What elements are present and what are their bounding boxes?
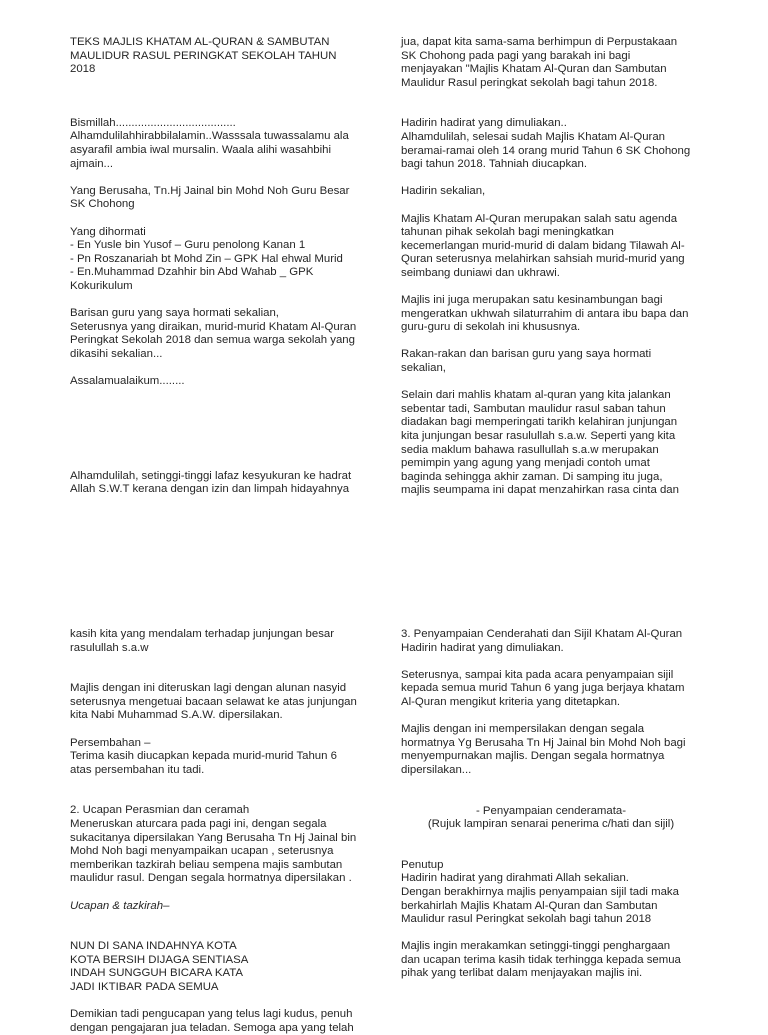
document-title: TEKS MAJLIS KHATAM AL-QURAN & SAMBUTAN MAULIDUR RASUL PERINGKAT SEKOLAH TAHUN 2018 — [70, 36, 337, 76]
page2-right-para-3: Majlis dengan ini mempersilakan dengan segala hormatnya Yg Berusaha Tn Hj Jainal bin Mohd Noh bagi menyempurnakan majlis. Dengan segala hormatnya dipersilakan... — [401, 723, 686, 776]
page2-left-column — [70, 628, 370, 1035]
cenderamata-note: - Penyampaian cenderamata- (Rujuk lampiran senarai penerima c/hati dan sijil) — [427, 804, 675, 831]
ucapan-tazkirah-label: Ucapan & tazkirah– — [70, 899, 170, 912]
document-page-1 — [0, 0, 768, 512]
page1-right-para-1: jua, dapat kita sama-sama berhimpun di Perpustakaan SK Chohong pada pagi yang barakah ini bagi menjayakan "Majlis Khatam Al-Quran dan Sambutan Maulidur Rasul peringkat sekolah bagi tahun 2018. — [401, 36, 678, 89]
page2-left-para-2: Majlis dengan ini diteruskan lagi dengan alunan nasyid seterusnya mengetuai bacaan selawat ke atas junjungan kita Nabi Muhammad S.A.W. dipersilakan. — [70, 682, 357, 722]
section-3-heading: 3. Penyampaian Cenderahati dan Sijil Khatam Al-Quran Hadirin hadirat yang dimuliakan. — [401, 628, 683, 654]
barisan-guru-paragraph: Barisan guru yang saya hormati sekalian, Seterusnya yang diraikan, murid-murid Khatam Al-Quran Peringkat Sekolah 2018 dan semua warga sekolah yang dikasihi sekalian... — [70, 307, 357, 360]
page2-left-para-7: Demikian tadi pengucapan yang telus lagi kudus, penuh dengan pengajaran jua teladan. Semoga apa yang telah — [70, 1008, 354, 1034]
alhamdulilah-paragraph: Alhamdulilah, setinggi-tinggi lafaz kesyukuran ke hadrat Allah S.W.T kerana dengan izin dan limpah hidayahnya — [70, 469, 352, 496]
page1-right-para-7: Selain dari mahlis khatam al-quran yang kita jalankan sebentar tadi, Sambutan maulidur rasul saban tahun diadakan bagi memperingati tarikh kelahiran junjungan kita junjungan besar rasulullah s.a.w. Seperti yang kita sedia maklum bahawa rasullullah s.a.w merupakan pemimpin yang agung yang menjadi contoh umat baginda sehingga akhir zaman. Di samping itu juga, majlis seumpama ini dapat menzahirkan rasa cinta dan — [401, 389, 679, 497]
page1-right-para-3: Hadirin sekalian, — [401, 185, 486, 198]
guest-dihormati-list: Yang dihormati - En Yusle bin Yusof – Guru penolong Kanan 1 - Pn Roszanariah bt Mohd Zin – GPK Hal ehwal Murid - En.Muhammad Dzahhir bin Abd Wahab _ GPK Kokurikulum — [70, 225, 343, 292]
page1-right-column — [401, 36, 701, 498]
page1-right-para-6: Rakan-rakan dan barisan guru yang saya hormati sekalian, — [401, 348, 652, 375]
page1-right-para-4: Majlis Khatam Al-Quran merupakan salah satu agenda tahunan pihak sekolah bagi meningkatkan kecemerlangan murid-murid di dalam bidang Tilawah Al- Quran seterusnya melahirkan sahsiah murid-murid yang seimbang duniawi dan ukhrawi. — [401, 212, 685, 279]
page1-left-column — [70, 36, 370, 497]
page2-right-para-2: Seterusnya, sampai kita pada acara penyampaian sijil kepada semua murid Tahun 6 yang juga berjaya khatam Al-Quran mengikut kriteria yang ditetapkan. — [401, 668, 685, 708]
bismillah-paragraph: Bismillah...................................... Alhamdulilahhirabbilalamin..Wasssala tuwassalamu ala asyarafil ambia iwal mursalin. Waala alihi wasahbihi ajmain... — [70, 116, 349, 170]
pantun-verse: NUN DI SANA INDAHNYA KOTA KOTA BERSIH DIJAGA SENTIASA INDAH SUNGGUH BICARA KATA JADI IKTIBAR PADA SEMUA — [70, 940, 249, 993]
page2-left-para-3: Persembahan – Terima kasih diucapkan kepada murid-murid Tahun 6 atas persembahan itu tadi. — [70, 736, 337, 776]
guest-berusaha-paragraph: Yang Berusaha, Tn.Hj Jainal bin Mohd Noh Guru Besar SK Chohong — [70, 184, 350, 211]
page1-right-para-5: Majlis ini juga merupakan satu kesinambungan bagi mengeratkan ukhwah silaturrahim di antara ibu bapa dan guru-guru di sekolah ini khususnya. — [401, 294, 689, 334]
penutup-paragraph: Penutup Hadirin hadirat yang dirahmati Allah sekalian. Dengan berakhirnya majlis penyampaian sijil tadi maka berkahirlah Majlis Khatam Al-Quran dan Sambutan Maulidur rasul Peringkat sekolah bagi tahun 2018 — [401, 858, 679, 926]
page2-right-column — [401, 628, 701, 981]
page2-left-para-1: kasih kita yang mendalam terhadap junjungan besar rasulullah s.a.w — [70, 628, 335, 654]
assalamualaikum-line: Assalamualaikum........ — [70, 375, 185, 388]
penghargaan-paragraph: Majlis ingin merakamkan setinggi-tinggi penghargaan dan ucapan terima kasih tidak terhingga kepada semua pihak yang terlibat dalam menjayakan majlis ini. — [401, 940, 681, 980]
page1-right-para-2: Hadirin hadirat yang dimuliakan.. Alhamdulilah, selesai sudah Majlis Khatam Al-Quran beramai-ramai oleh 14 orang murid Tahun 6 SK Chohong bagi tahun 2018. Tahniah diucapkan. — [401, 117, 691, 171]
document-page-2 — [0, 512, 768, 1034]
page2-left-para-4: 2. Ucapan Perasmian dan ceramah Meneruskan aturcara pada pagi ini, dengan segala sukacitanya dipersilakan Yang Berusaha Tn Hj Jainal bin Mohd Noh bagi menyampaikan ucapan , seterusnya memberikan tazkirah beliau sempena majis sambutan maulidur rasul. Dengan segala hormatnya dipersilakan . — [70, 804, 357, 885]
